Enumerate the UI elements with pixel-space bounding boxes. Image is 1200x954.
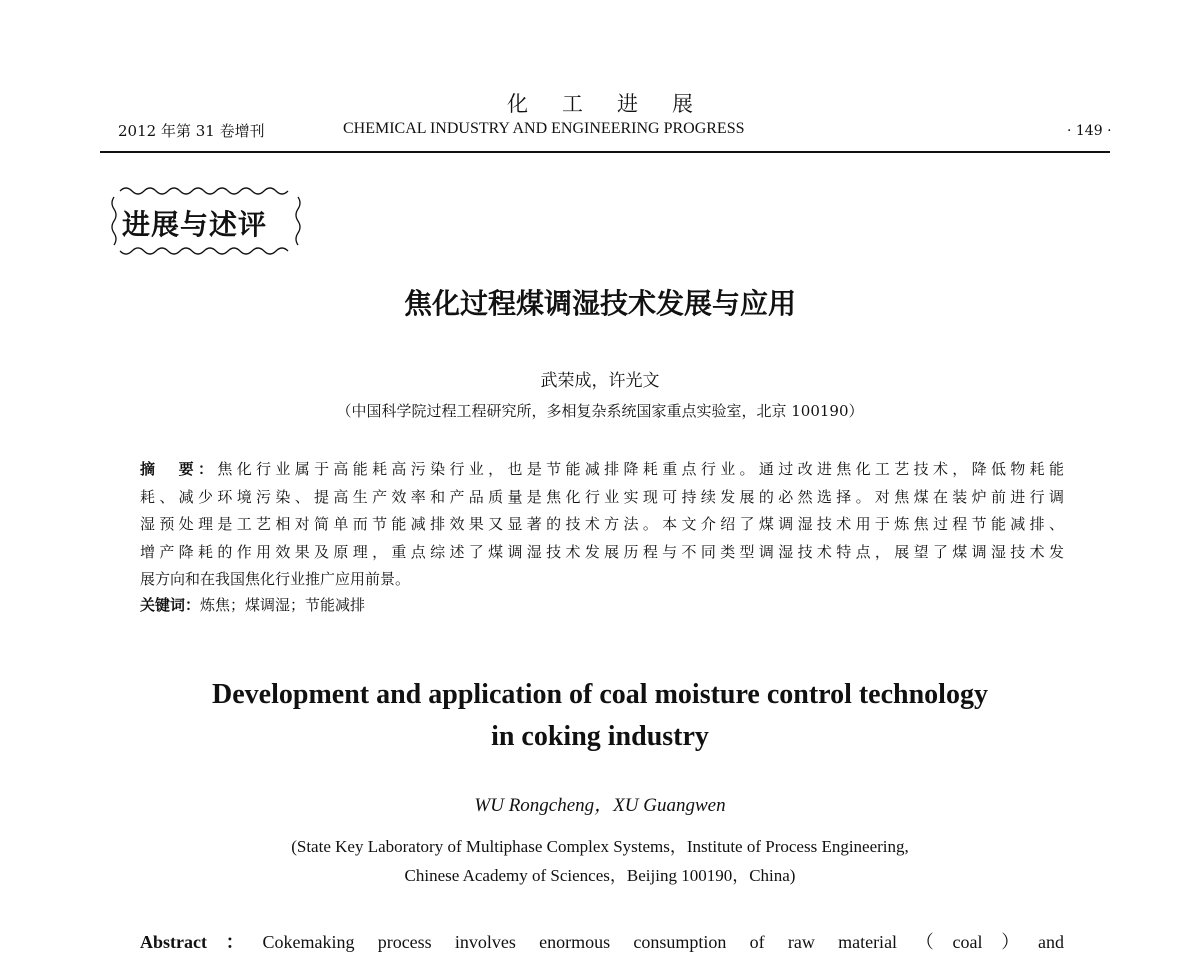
affiliation-en-line: (State Key Laboratory of Multiphase Complex Systems，Institute of Process Engineering, — [291, 837, 909, 856]
affiliation-en-line: Chinese Academy of Sciences，Beijing 100190，China) — [404, 866, 796, 885]
title-en-line: Development and application of coal moisture control technology — [212, 679, 988, 710]
section-badge: 进展与述评 — [122, 208, 268, 241]
keywords — [140, 594, 365, 615]
abstract-en — [140, 928, 1064, 954]
abstract-line — [140, 456, 1064, 484]
article-title-en — [0, 674, 1200, 758]
abstract-line: 展方向和在我国焦化行业推广应用前景。 — [140, 570, 411, 588]
volume-info: 2012 年第 31 卷增刊 — [118, 122, 265, 140]
abstract-en-text: Cokemaking process involves enormous consumption of raw material（coal）and — [262, 932, 1064, 952]
authors-cn: 武荣成，许光文 — [540, 371, 660, 391]
header-rule — [100, 151, 1110, 153]
abstract-line: 增产降耗的作用效果及原理，重点综述了煤调湿技术发展历程与不同类型调湿技术特点，展望了煤调湿技术发 — [140, 542, 1064, 561]
abstract-en-label: Abstract： — [140, 932, 263, 952]
journal-title-cn: 化工进展 — [507, 92, 727, 116]
affiliation-en — [0, 832, 1200, 890]
abstract-label: 摘 要： — [140, 460, 218, 478]
page-number: · 149 · — [1067, 123, 1112, 139]
abstract-cn — [140, 456, 1064, 594]
abstract-line: 耗、减少环境污染、提高生产效率和产品质量是焦化行业实现可持续发展的必然选择。对焦煤在装炉前进行调 — [140, 487, 1064, 506]
affiliation-cn: （中国科学院过程工程研究所，多相复杂系统国家重点实验室，北京 100190） — [336, 402, 864, 420]
journal-title-en: CHEMICAL INDUSTRY AND ENGINEERING PROGRESS — [343, 120, 745, 137]
abstract-text: 焦化行业属于高能耗高污染行业，也是节能减排降耗重点行业。通过改进焦化工艺技术，降低物耗能 — [217, 460, 1064, 478]
authors-en: WU Rongcheng，XU Guangwen — [474, 795, 726, 816]
article-title-cn: 焦化过程煤调湿技术发展与应用 — [403, 287, 796, 320]
keywords-text: 炼焦；煤调湿；节能减排 — [200, 596, 366, 614]
title-en-line: in coking industry — [491, 721, 709, 752]
keywords-label: 关键词： — [140, 596, 201, 614]
abstract-line: 湿预处理是工艺相对简单而节能减排效果又显著的技术方法。本文介绍了煤调湿技术用于炼焦过程节能减排、 — [140, 515, 1064, 533]
